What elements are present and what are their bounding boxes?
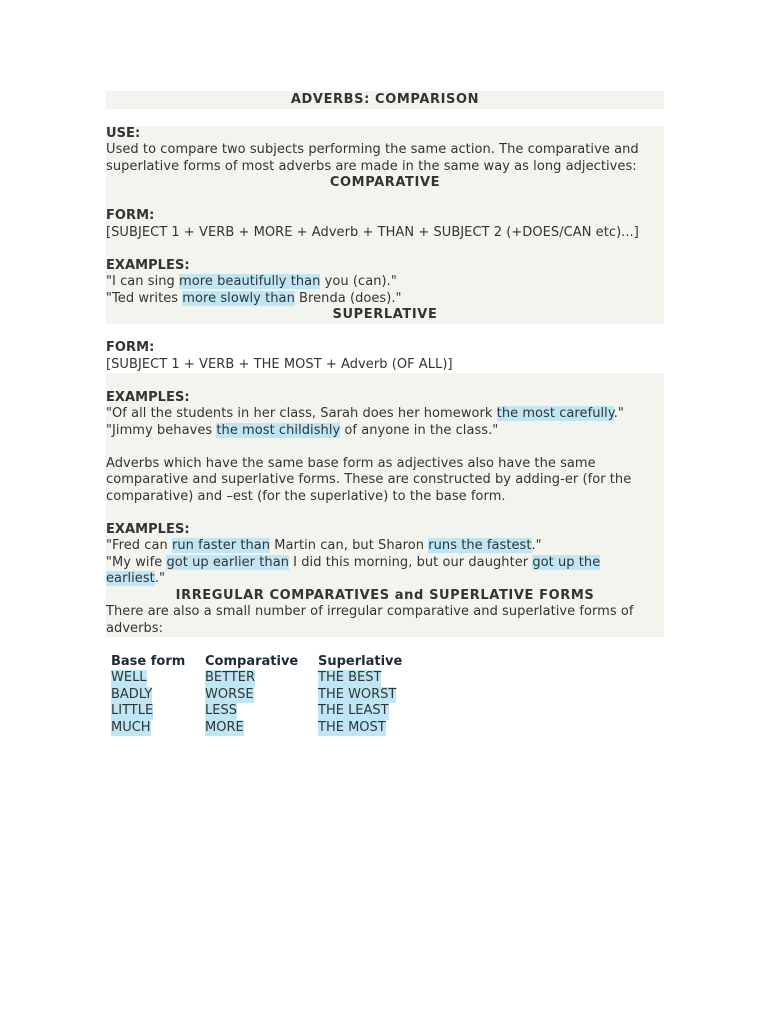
superlative-heading: SUPERLATIVE	[332, 307, 438, 322]
use-line-1: Used to compare two subjects performing the same action. The comparative and	[106, 142, 639, 157]
superlative-example-4	[106, 555, 664, 572]
text: of anyone in the class."	[340, 422, 499, 438]
comparative-form: [SUBJECT 1 + VERB + MORE + Adverb + THAN + SUBJECT 2 (+DOES/CAN etc)...]	[106, 224, 639, 240]
highlight: got up the	[532, 554, 601, 570]
spacer	[106, 192, 664, 209]
table-cell: THE LEAST	[318, 703, 389, 718]
spacer	[106, 324, 664, 341]
superlative-example-4-cont	[106, 571, 664, 588]
highlight: more beautifully than	[179, 274, 321, 289]
superlative-example-3	[106, 538, 664, 555]
superlative-examples-label: EXAMPLES:	[106, 389, 190, 405]
text: ."	[613, 406, 624, 421]
table-cell: THE MOST	[318, 719, 386, 735]
text: you (can)."	[320, 274, 397, 289]
comparative-form-label: FORM:	[106, 208, 155, 223]
comparative-examples-label: EXAMPLES:	[106, 257, 190, 273]
text: I did this morning, but our daughter	[289, 554, 533, 570]
spacer	[106, 241, 664, 258]
highlight: earliest	[106, 571, 155, 586]
note-line-3: comparative) and –est (for the superlative) to the base form.	[106, 488, 506, 504]
use-label: USE:	[106, 125, 141, 141]
note-line-1: Adverbs which have the same base form as adjectives also have the same	[106, 455, 596, 471]
table-cell: THE WORST	[318, 686, 397, 702]
superlative-form: [SUBJECT 1 + VERB + THE MOST + Adverb (OF ALL)]	[106, 356, 453, 372]
highlight: the most childishly	[216, 422, 341, 438]
irregular-line-2: adverbs:	[106, 620, 164, 636]
comparative-section	[106, 192, 664, 324]
table-cell: MORE	[205, 719, 244, 735]
text: "My wife	[106, 554, 167, 570]
text: ."	[154, 571, 166, 586]
superlative-examples-section	[106, 373, 664, 588]
irregular-table	[106, 654, 664, 737]
title-band	[106, 91, 664, 109]
text: ."	[531, 538, 542, 553]
comparative-example-1	[106, 274, 664, 291]
text: "I can sing	[106, 274, 180, 289]
spacer	[106, 505, 664, 522]
use-section	[106, 126, 664, 192]
irregular-line-1: There are also a small number of irregular comparative and superlative forms of	[106, 604, 634, 619]
table-row	[111, 703, 664, 720]
highlight: the most carefully	[496, 406, 614, 421]
highlight: run faster than	[171, 538, 271, 553]
text: Martin can, but Sharon	[270, 538, 429, 553]
table-cell: BETTER	[205, 670, 256, 685]
spacer	[106, 637, 664, 654]
comparative-heading: COMPARATIVE	[329, 175, 441, 190]
irregular-heading: IRREGULAR COMPARATIVES and SUPERLATIVE FORMS	[175, 587, 595, 603]
table-cell: LITTLE	[111, 703, 154, 718]
irregular-section	[106, 588, 664, 638]
document-page	[106, 91, 664, 736]
text: "Fred can	[106, 538, 172, 553]
page-title: ADVERBS: COMPARISON	[290, 92, 480, 107]
note-line-2: comparative and superlative forms. These are constructed by adding-er (for the	[106, 472, 632, 487]
table-cell: WORSE	[205, 686, 254, 702]
table-cell: LESS	[205, 703, 237, 718]
text: "Ted writes	[106, 290, 183, 306]
text: Brenda (does)."	[294, 290, 402, 306]
highlight: got up earlier than	[166, 554, 289, 570]
spacer	[106, 439, 664, 456]
table-header	[111, 654, 664, 671]
table-cell: MUCH	[111, 719, 151, 735]
table-cell: BADLY	[111, 686, 153, 702]
column-header-comparative: Comparative	[205, 653, 299, 669]
table-row	[111, 670, 664, 687]
table-cell: THE BEST	[318, 670, 382, 685]
superlative-form-section	[106, 324, 664, 374]
superlative-example-1	[106, 406, 664, 423]
superlative-example-2	[106, 423, 664, 440]
highlight: runs the fastest	[428, 538, 532, 553]
table-cell: WELL	[111, 670, 147, 685]
superlative-examples2-label: EXAMPLES:	[106, 521, 190, 537]
text: "Of all the students in her class, Sarah does her homework	[106, 406, 497, 421]
column-header-base: Base form	[111, 653, 186, 669]
text: "Jimmy behaves	[106, 422, 217, 438]
column-header-superlative: Superlative	[318, 653, 403, 669]
comparative-example-2	[106, 291, 664, 308]
use-line-2: superlative forms of most adverbs are made in the same way as long adjectives:	[106, 158, 637, 174]
table-row	[111, 720, 664, 737]
spacer	[106, 373, 664, 390]
spacer	[106, 109, 664, 126]
superlative-form-label: FORM:	[106, 340, 155, 355]
table-row	[111, 687, 664, 704]
highlight: more slowly than	[182, 290, 295, 306]
